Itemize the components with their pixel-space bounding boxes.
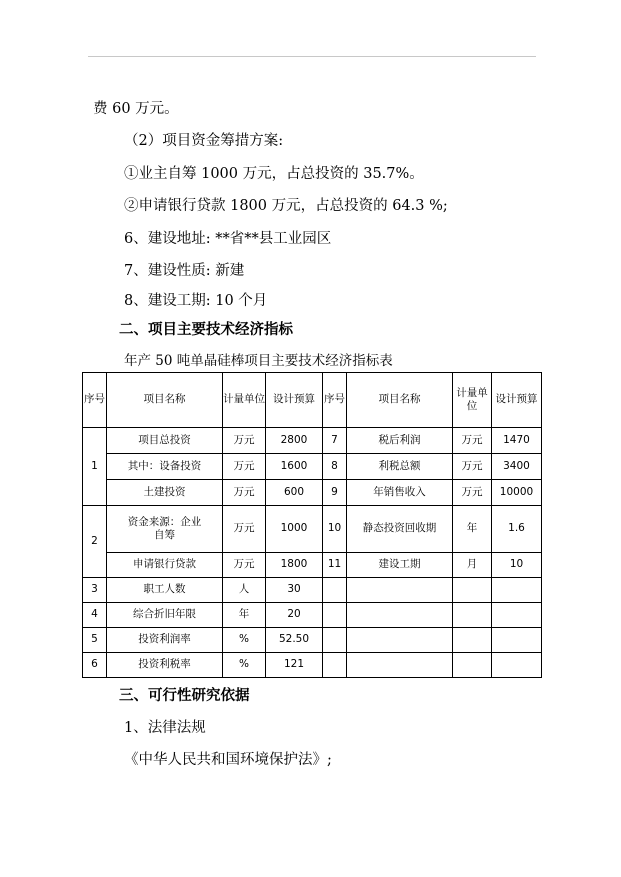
- table-row: [83, 653, 542, 678]
- section3-heading: 三、可行性研究依据: [119, 688, 250, 704]
- item-name-cell: 税后利润: [347, 428, 453, 454]
- item-name-cell: 申请银行贷款: [107, 553, 223, 578]
- item-name-cell: 静态投资回收期: [347, 506, 453, 553]
- empty-cell: [323, 653, 347, 678]
- unit-cell: 万元: [223, 454, 266, 480]
- unit-cell: 万元: [453, 454, 492, 480]
- funding-plan-text: （2）项目资金筹措方案:: [124, 133, 284, 149]
- value-cell: 3400: [492, 454, 542, 480]
- item-name-cell: 利税总额: [347, 454, 453, 480]
- empty-cell: [492, 578, 542, 603]
- table-row: [83, 454, 542, 480]
- table-row: [83, 506, 542, 553]
- empty-cell: [453, 628, 492, 653]
- empty-cell: [453, 653, 492, 678]
- item-name-cell: 建设工期: [347, 553, 453, 578]
- seq-cell: 4: [83, 603, 107, 628]
- subsection1-text: 1、法律法规: [124, 720, 206, 736]
- value-cell: 30: [266, 578, 323, 603]
- empty-cell: [492, 628, 542, 653]
- seq-cell: 9: [323, 480, 347, 506]
- value-cell: 20: [266, 603, 323, 628]
- unit-cell: 万元: [223, 480, 266, 506]
- item-name-cell: 项目总投资: [107, 428, 223, 454]
- unit-cell: 万元: [223, 506, 266, 553]
- table-row: [83, 603, 542, 628]
- header-unit: 计量单位: [223, 373, 266, 428]
- header-design: 设计预算: [266, 373, 323, 428]
- empty-cell: [323, 628, 347, 653]
- unit-cell: 万元: [453, 428, 492, 454]
- unit-cell: 月: [453, 553, 492, 578]
- empty-cell: [453, 578, 492, 603]
- table-row: [83, 428, 542, 454]
- owner-funding-text: ①业主自筹 1000 万元，占总投资的 35.7%。: [124, 166, 424, 182]
- seq-cell: 1: [83, 428, 107, 506]
- header-item: 项目名称: [107, 373, 223, 428]
- value-cell: 10000: [492, 480, 542, 506]
- item-name-cell: 职工人数: [107, 578, 223, 603]
- value-cell: 1000: [266, 506, 323, 553]
- nature-text: 7、建设性质: 新建: [124, 263, 245, 279]
- header-seq: 序号: [83, 373, 107, 428]
- table-row: [83, 628, 542, 653]
- table-row: [83, 553, 542, 578]
- unit-cell: 年: [223, 603, 266, 628]
- header-design-right: 设计预算: [492, 373, 542, 428]
- item-name-cell: 年销售收入: [347, 480, 453, 506]
- value-cell: 1.6: [492, 506, 542, 553]
- cost-tail-text: 费 60 万元。: [93, 101, 179, 117]
- item-name-cell: 投资利润率: [107, 628, 223, 653]
- seq-cell: 8: [323, 454, 347, 480]
- seq-cell: 11: [323, 553, 347, 578]
- value-cell: 2800: [266, 428, 323, 454]
- value-cell: 1600: [266, 454, 323, 480]
- empty-cell: [347, 628, 453, 653]
- item-name-cell: 投资利税率: [107, 653, 223, 678]
- empty-cell: [453, 603, 492, 628]
- empty-cell: [347, 603, 453, 628]
- seq-cell: 5: [83, 628, 107, 653]
- value-cell: 1470: [492, 428, 542, 454]
- header-unit-right: 计量单位: [453, 373, 492, 428]
- empty-cell: [323, 578, 347, 603]
- unit-cell: 万元: [453, 480, 492, 506]
- item-name-cell: 资金来源：企业自筹: [107, 506, 223, 553]
- indicator-table: [82, 372, 542, 678]
- unit-cell: 万元: [223, 428, 266, 454]
- value-cell: 1800: [266, 553, 323, 578]
- item-name-cell: 其中：设备投资: [107, 454, 223, 480]
- header-item-right: 项目名称: [347, 373, 453, 428]
- seq-cell: 7: [323, 428, 347, 454]
- unit-cell: 人: [223, 578, 266, 603]
- value-cell: 121: [266, 653, 323, 678]
- unit-cell: 年: [453, 506, 492, 553]
- table-row: [83, 578, 542, 603]
- value-cell: 10: [492, 553, 542, 578]
- unit-cell: %: [223, 653, 266, 678]
- section2-heading: 二、项目主要技术经济指标: [119, 322, 293, 338]
- table-header-row: [83, 373, 542, 428]
- item-name-cell: 土建投资: [107, 480, 223, 506]
- empty-cell: [347, 578, 453, 603]
- item-name-cell: 综合折旧年限: [107, 603, 223, 628]
- seq-cell: 3: [83, 578, 107, 603]
- header-seq-right: 序号: [323, 373, 347, 428]
- law1-text: 《中华人民共和国环境保护法》;: [124, 752, 332, 768]
- unit-cell: 万元: [223, 553, 266, 578]
- seq-cell: 6: [83, 653, 107, 678]
- table-row: [83, 480, 542, 506]
- empty-cell: [323, 603, 347, 628]
- empty-cell: [492, 653, 542, 678]
- value-cell: 52.50: [266, 628, 323, 653]
- unit-cell: %: [223, 628, 266, 653]
- seq-cell: 2: [83, 506, 107, 578]
- seq-cell: 10: [323, 506, 347, 553]
- table-title: 年产 50 吨单晶硅棒项目主要技术经济指标表: [124, 353, 393, 369]
- bank-loan-text: ②申请银行贷款 1800 万元，占总投资的 64.3 %;: [124, 198, 448, 214]
- location-text: 6、建设地址: **省**县工业园区: [124, 231, 332, 247]
- value-cell: 600: [266, 480, 323, 506]
- header-rule: [88, 56, 536, 57]
- duration-text: 8、建设工期: 10 个月: [124, 293, 268, 309]
- empty-cell: [492, 603, 542, 628]
- empty-cell: [347, 653, 453, 678]
